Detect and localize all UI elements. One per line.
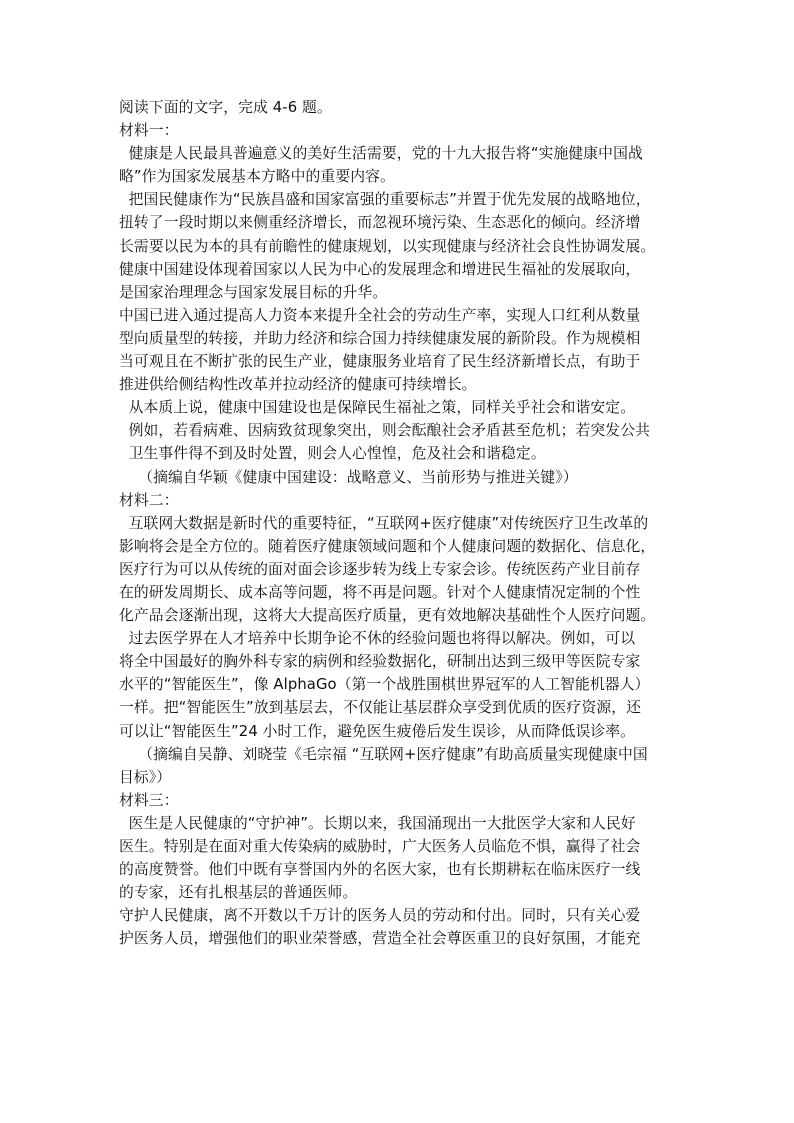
section-heading-material-1: 材料一： — [119, 122, 179, 140]
text-line: 过去医学界在人才培养中长期争论不休的经验问题也将得以解决。例如，可以 — [119, 630, 636, 648]
document-body — [119, 96, 675, 950]
text-line: 的高度赞誉。他们中既有享誉国内外的名医大家，也有长期耕耘在临床医疗一线 — [119, 861, 641, 879]
text-line: 水平的“智能医生”，像 AlphaGo（第一个战胜围棋世界冠军的人工智能机器人） — [119, 676, 650, 694]
text-line: 互联网大数据是新时代的重要特征，“互联网+医疗健康”对传统医疗卫生改革的 — [119, 514, 649, 532]
source-citation: 目标》） — [119, 768, 172, 786]
text-line: 长需要以民为本的具有前瞻性的健康规划，以实现健康与经济社会良性协调发展。 — [119, 237, 656, 255]
text-line: 将全中国最好的胸外科专家的病例和经验数据化，研制出达到三级甲等医院专家 — [119, 653, 641, 671]
text-line: 是国家治理理念与国家发展目标的升华。 — [119, 283, 388, 301]
text-line: 在的研发周期长、成本高等问题，将不再是问题。针对个人健康情况定制的个性 — [119, 583, 641, 601]
text-line: 略”作为国家发展基本方略中的重要内容。 — [119, 168, 395, 186]
text-line: 健康中国建设体现着国家以人民为中心的发展理念和增进民生福祉的发展取向， — [119, 260, 641, 278]
text-line: 例如，若看病难、因病致贫现象突出，则会酝酿社会矛盾甚至危机；若突发公共 — [119, 422, 651, 440]
text-line: 护医务人员，增强他们的职业荣誉感，营造全社会尊医重卫的良好氛围，才能充 — [119, 930, 641, 948]
text-line: 守护人民健康，离不开数以千万计的医务人员的劳动和付出。同时，只有关心爱 — [119, 907, 641, 925]
section-heading-material-3: 材料三： — [119, 791, 179, 809]
text-line: 的专家，还有扎根基层的普通医师。 — [119, 884, 358, 902]
text-line: 健康是人民最具普遍意义的美好生活需要，党的十九大报告将“实施健康中国战 — [119, 145, 643, 163]
text-line: 当可观且在不断扩张的民生产业，健康服务业培育了民生经济新增长点，有助于 — [119, 353, 641, 371]
text-line: 一样。把“智能医生”放到基层去，不仅能让基层群众享受到优质的医疗资源，还 — [119, 699, 642, 717]
text-line: 型向质量型的转接，并助力经济和综合国力持续健康发展的新阶段。作为规模相 — [119, 329, 641, 347]
instruction-line: 阅读下面的文字，完成 4-6 题。 — [119, 99, 332, 116]
source-citation: （摘编自华颖《健康中国建设：战略意义、当前形势与推进关键》） — [119, 468, 578, 486]
text-line: 化产品会逐渐出现，这将大大提高医疗质量，更有效地解决基础性个人医疗问题。 — [119, 607, 656, 625]
text-line: 医生是人民健康的“守护神”。长期以来，我国涌现出一大批医学大家和人民好 — [119, 814, 636, 832]
text-line: 推进供给侧结构性改革并拉动经济的健康可持续增长。 — [119, 376, 477, 394]
source-citation: （摘编自吴静、刘晓莹《毛宗福 “互联网+医疗健康”有助高质量实现健康中国 — [119, 745, 648, 763]
text-line: 扭转了一段时期以来侧重经济增长，而忽视环境污染、生态恶化的倾向。经济增 — [119, 214, 641, 232]
text-line: 中国已进入通过提高人力资本来提升全社会的劳动生产率，实现人口红利从数量 — [119, 306, 641, 324]
text-line: 影响将会是全方位的。随着医疗健康领域问题和个人健康问题的数据化、信息化， — [119, 537, 656, 555]
text-line: 把国民健康作为“民族昌盛和国家富强的重要标志”并置于优先发展的战略地位， — [119, 191, 651, 209]
text-line: 从本质上说，健康中国建设也是保障民生福祉之策，同样关乎社会和谐安定。 — [119, 399, 636, 417]
text-line: 可以让“智能医生”24 小时工作，避免医生疲倦后发生误诊，从而降低误诊率。 — [119, 722, 636, 740]
text-line: 医疗行为可以从传统的面对面会诊逐步转为线上专家会诊。传统医药产业目前存 — [119, 560, 641, 578]
section-heading-material-2: 材料二： — [119, 491, 179, 509]
text-line: 卫生事件得不到及时处置，则会人心惶惶，危及社会和谐稳定。 — [119, 445, 546, 463]
text-line: 医生。特别是在面对重大传染病的威胁时，广大医务人员临危不惧，赢得了社会 — [119, 838, 641, 855]
